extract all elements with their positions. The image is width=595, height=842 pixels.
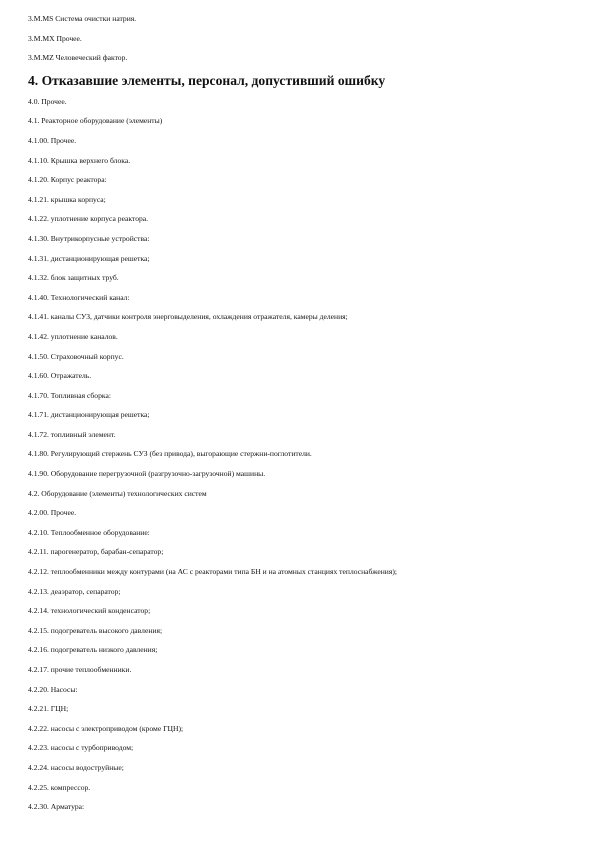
text-line: 4.1.70. Топливная сборка: — [28, 390, 111, 400]
text-line: 4.1.60. Отражатель. — [28, 371, 92, 381]
text-line: 4.2.12. теплообменники между контурами (на АС с реакторами типа БН и на атомных станциях теплоснабжения); — [28, 567, 397, 577]
text-line: 4.0. Прочее. — [28, 96, 67, 106]
text-line: 4.2.10. Теплообменное оборудование: — [28, 527, 150, 537]
text-line: 4.2. Оборудование (элементы) технологических систем — [28, 488, 207, 498]
text-line: 4.1.72. топливный элемент. — [28, 429, 116, 439]
section-heading: 4. Отказавшие элементы, персонал, допустивший ошибку — [28, 72, 386, 88]
text-line: 4.1.31. дистанционирующая решетка; — [28, 253, 150, 263]
text-line: 4.1.22. уплотнение корпуса реактора. — [28, 214, 149, 224]
text-line: 4.2.25. компрессор. — [28, 782, 91, 792]
text-line: 4.1.20. Корпус реактора: — [28, 175, 107, 185]
text-line: 4.2.17. прочие теплообменники. — [28, 665, 132, 674]
text-line: 4.2.13. деаэратор, сепаратор; — [28, 586, 121, 596]
text-line: 4.1.71. дистанционирующая решетка; — [28, 410, 150, 420]
text-line: 4.1.30. Внутрикорпусные устройства: — [28, 233, 150, 243]
text-line: 4.2.11. парогенератор, барабан-сепаратор; — [28, 547, 164, 557]
text-line: 4.2.30. Арматура: — [28, 802, 85, 812]
text-line: 3.M.MS Система очистки натрия. — [28, 14, 137, 23]
text-line: 4.2.16. подогреватель низкого давления; — [28, 645, 158, 655]
text-line: 4.2.22. насосы с электроприводом (кроме ГЦН); — [28, 723, 184, 733]
text-line: 4.2.14. технологический конденсатор; — [28, 606, 151, 616]
text-line: 4.2.00. Прочее. — [28, 508, 77, 518]
text-line: 4.1.40. Технологический канал: — [28, 292, 130, 302]
text-line: 4.2.21. ГЦН; — [28, 704, 69, 714]
text-line: 4.2.23. насосы с турбоприводом; — [28, 743, 134, 753]
text-line: 4.2.20. Насосы: — [28, 684, 78, 694]
text-line: 4.1.42. уплотнение каналов. — [28, 331, 118, 341]
text-line: 4.1. Реакторное оборудование (элементы) — [28, 116, 163, 126]
text-line: 4.2.15. подогреватель высокого давления; — [28, 625, 163, 635]
text-line: 4.2.24. насосы водоструйные; — [28, 762, 124, 772]
text-line: 4.1.00. Прочее. — [28, 135, 77, 145]
text-line: 4.1.21. крышка корпуса; — [28, 194, 106, 204]
text-line: 4.1.80. Регулирующий стержень СУЗ (без привода), выгорающие стержни-поглотители. — [28, 449, 312, 459]
text-line: 4.1.10. Крышка верхнего блока. — [28, 155, 131, 165]
text-line: 4.1.41. каналы СУЗ, датчики контроля энерговыделения, охлаждения отражателя, камеры деления; — [28, 312, 348, 322]
text-line: 4.1.32. блок защитных труб. — [28, 273, 119, 283]
text-line: 4.1.90. Оборудование перегрузочной (разгрузочно-загрузочной) машины. — [28, 469, 266, 479]
text-line: 3.M.MX Прочее. — [28, 33, 82, 43]
document-content — [28, 14, 588, 822]
text-line: 4.1.50. Страховочный корпус. — [28, 351, 124, 361]
text-line: 3.M.MZ Человеческий фактор. — [28, 53, 128, 63]
section-lines — [28, 97, 588, 812]
